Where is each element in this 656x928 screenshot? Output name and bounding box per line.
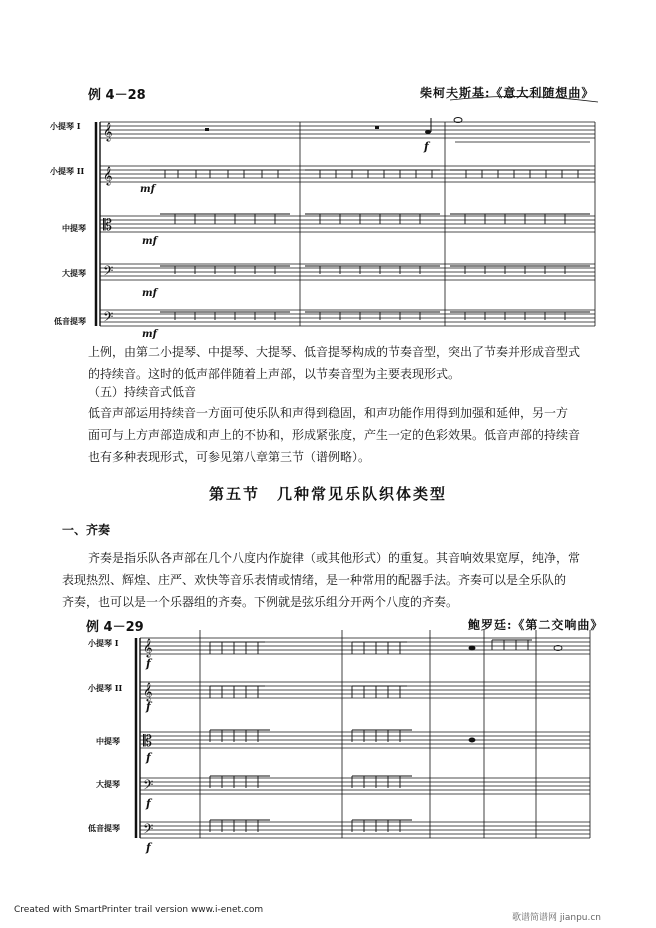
dynamic-mark: mf	[140, 184, 155, 195]
dynamic-mark: f	[146, 841, 151, 854]
instrument-label: 小提琴 I	[88, 638, 119, 648]
instrument-label: 小提琴 II	[50, 166, 85, 176]
instrument-label: 中提琴	[96, 736, 120, 746]
svg-text:𝄞: 𝄞	[103, 122, 113, 141]
paragraph-line: 的持续音。这时的低声部伴随着上声部，以节奏音型为主要表现形式。	[88, 367, 461, 381]
dynamic-mark: f	[146, 700, 151, 713]
paragraph-line: 也有多种表现形式，可参见第八章第三节（谱例略）。	[88, 450, 371, 464]
dynamic-mark: f	[146, 657, 151, 670]
instrument-label: 大提琴	[62, 268, 86, 278]
watermark: 歌谱简谱网 jianpu.cn	[512, 913, 602, 923]
instrument-label: 小提琴 I	[50, 121, 81, 131]
section-heading: 第五节 几种常见乐队织体类型	[208, 485, 447, 503]
dynamic-mark: mf	[142, 329, 157, 340]
dynamic-mark: f	[146, 751, 151, 764]
svg-text:𝄢: 𝄢	[103, 309, 114, 328]
paragraph-line: 低音声部运用持续音一方面可使乐队和声得到稳固，和声功能作用得到加强和延伸，另一方	[88, 406, 569, 420]
paragraph-line: 表现热烈、辉煌、庄严、欢快等音乐表情或情绪，是一种常用的配器手法。齐奏可以是全乐队的	[62, 573, 567, 587]
svg-text:𝄢: 𝄢	[143, 777, 154, 796]
dynamic-mark: f	[146, 797, 151, 810]
svg-text:𝄡: 𝄡	[103, 215, 112, 234]
svg-text:𝄢: 𝄢	[143, 821, 154, 840]
example-source: 柴柯夫斯基:《意大利随想曲》	[420, 86, 595, 100]
instrument-label: 中提琴	[62, 223, 86, 233]
instrument-label: 低音提琴	[54, 316, 86, 326]
dynamic-mark: mf	[142, 288, 157, 299]
svg-text:𝄞: 𝄞	[143, 638, 153, 657]
instrument-label: 小提琴 II	[88, 683, 123, 693]
subsection-item: （五）持续音式低音	[88, 385, 197, 399]
svg-text:𝄞: 𝄞	[103, 166, 113, 185]
footer-text: Created with SmartPrinter trail version www.i-enet.com	[14, 905, 264, 915]
paragraph-line: 齐奏是指乐队各声部在几个八度内作旋律（或其他形式）的重复。其音响效果宽厚，纯净，常	[88, 551, 581, 565]
svg-text:𝄞: 𝄞	[143, 682, 153, 701]
paragraph-line: 齐奏，也可以是一个乐器组的齐奏。下例就是弦乐组分开两个八度的齐奏。	[62, 595, 459, 609]
example-label: 例 4－28	[88, 88, 146, 103]
dynamic-mark: mf	[142, 236, 157, 247]
subsection-heading: 一、齐奏	[62, 523, 111, 537]
svg-text:𝄢: 𝄢	[103, 263, 114, 282]
paragraph-line: 面可与上方声部造成和声上的不协和，形成紧张度，产生一定的色彩效果。低音声部的持续音	[88, 428, 581, 442]
example-source: 鲍罗廷:《第二交响曲》	[468, 618, 604, 632]
dynamic-mark: f	[424, 140, 429, 153]
example-label: 例 4－29	[86, 620, 144, 635]
instrument-label: 低音提琴	[88, 823, 120, 833]
instrument-label: 大提琴	[96, 779, 120, 789]
paragraph-line: 上例，由第二小提琴、中提琴、大提琴、低音提琴构成的节奏音型，突出了节奏并形成音型式	[88, 345, 581, 359]
svg-text:𝄡: 𝄡	[143, 731, 152, 750]
